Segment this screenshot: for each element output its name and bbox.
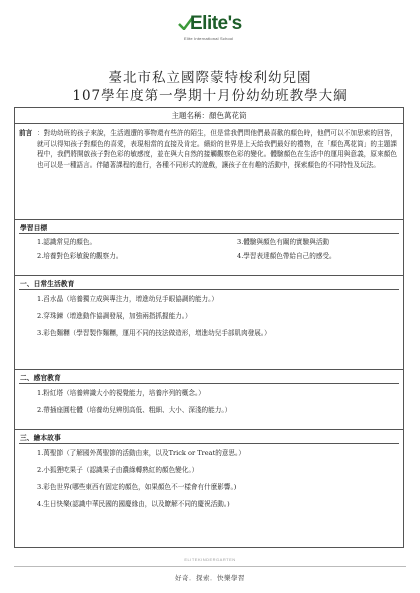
divider	[19, 383, 399, 384]
school-logo	[178, 12, 240, 46]
list-item: 2.小狐狸吃果子（認識果子由濃綠轉熟紅的顏色變化。）	[37, 466, 199, 474]
theme-separator: ：	[201, 111, 209, 120]
goal-item: 1.認識常見的顏色。	[37, 238, 97, 246]
goal-item: 3.體驗與顏色有關的實驗與活動	[237, 238, 330, 246]
divider	[19, 443, 399, 444]
list-item: 2.穿珠鍊（增進動作協調發展，加強兩指抓握能力。）	[37, 312, 192, 320]
section-title: 二、感官教育	[20, 374, 61, 382]
school-name: 臺北市私立國際蒙特梭利幼兒園	[108, 70, 312, 86]
section-picture-books	[15, 430, 403, 547]
preface-label: 前言	[19, 129, 33, 137]
divider	[19, 233, 399, 234]
section-title: 三、繪本故事	[20, 434, 61, 442]
logo-wordmark: Elite's	[190, 13, 242, 34]
list-item: 2.帶插座圓柱體（培養幼兒辨別高低、粗細、大小、深淺的能力。）	[37, 406, 232, 414]
footer-motto: 好奇．探索．快樂學習	[175, 574, 245, 582]
theme-row	[15, 108, 403, 124]
list-item: 1.舀水晶（培養獨立成與專注力，增進幼兒手眼協調的能力。）	[37, 295, 219, 303]
theme-label: 主題名稱	[171, 111, 202, 120]
goal-item: 4.學習表達顏色帶給自己的感受。	[237, 252, 336, 260]
section-title: 一、日常生活教育	[20, 280, 75, 288]
goals-title: 學習目標	[20, 224, 48, 232]
divider	[19, 289, 399, 290]
logo-subtitle: Elite International School	[184, 36, 234, 41]
preface-text: ：對幼幼班的孩子來說，生活週遭的事物還有些許的陌生，但是當我們問他們最喜歡的顏色時，他們可以不加思索的回答，就可以得知孩子對顏色的喜愛，表現相當的直接及肯定。繽紛的世界是上天給我們最好的禮物，在「顏色萬花筒」的主題課程中，我們將開啟孩子對色彩的敏感度，並在與大自然的接觸觀察色彩的變化。體驗顏色在生活中的運用與意義，原來顏色也可以是一種語言。伴隨著課程的進行，各種不同形式的遊戲，讓孩子在有趣的活動中，探索顏色的不同特性及玩法。	[37, 129, 397, 169]
footer-code: ELITEKINDERGARTEN	[184, 557, 236, 562]
list-item: 3.彩色世界(哪些東西有固定的顏色，如果顏色不一樣會有什麼影響。)	[37, 483, 237, 491]
section-sensorial	[15, 370, 403, 430]
list-item: 4.生日快樂(認識中華民國的國慶緣由，以及瞭解不同的慶祝活動。)	[37, 500, 230, 508]
list-item: 1.萬聖節（了解國外萬聖節的活動由來，以及Trick or Treat的意思。）	[37, 449, 245, 457]
document-title: 107學年度第一學期十月份幼幼班教學大綱	[72, 88, 348, 104]
learning-goals	[15, 220, 403, 276]
section-daily-life	[15, 276, 403, 370]
goal-item: 2.培養對色彩敏銳的觀察力。	[37, 252, 123, 260]
list-item: 3.彩色麵糰（學習製作麵糰，運用不同的技法做造形，增進幼兒手部肌肉發展。）	[37, 329, 271, 337]
theme-name: 顏色萬花筒	[209, 111, 247, 120]
footer-divider	[14, 566, 406, 567]
preface-row	[15, 124, 403, 220]
list-item: 1.粉紅塔（培養辨識大小的視覺能力，培養序列的概念。）	[37, 389, 205, 397]
syllabus-table	[14, 107, 404, 548]
